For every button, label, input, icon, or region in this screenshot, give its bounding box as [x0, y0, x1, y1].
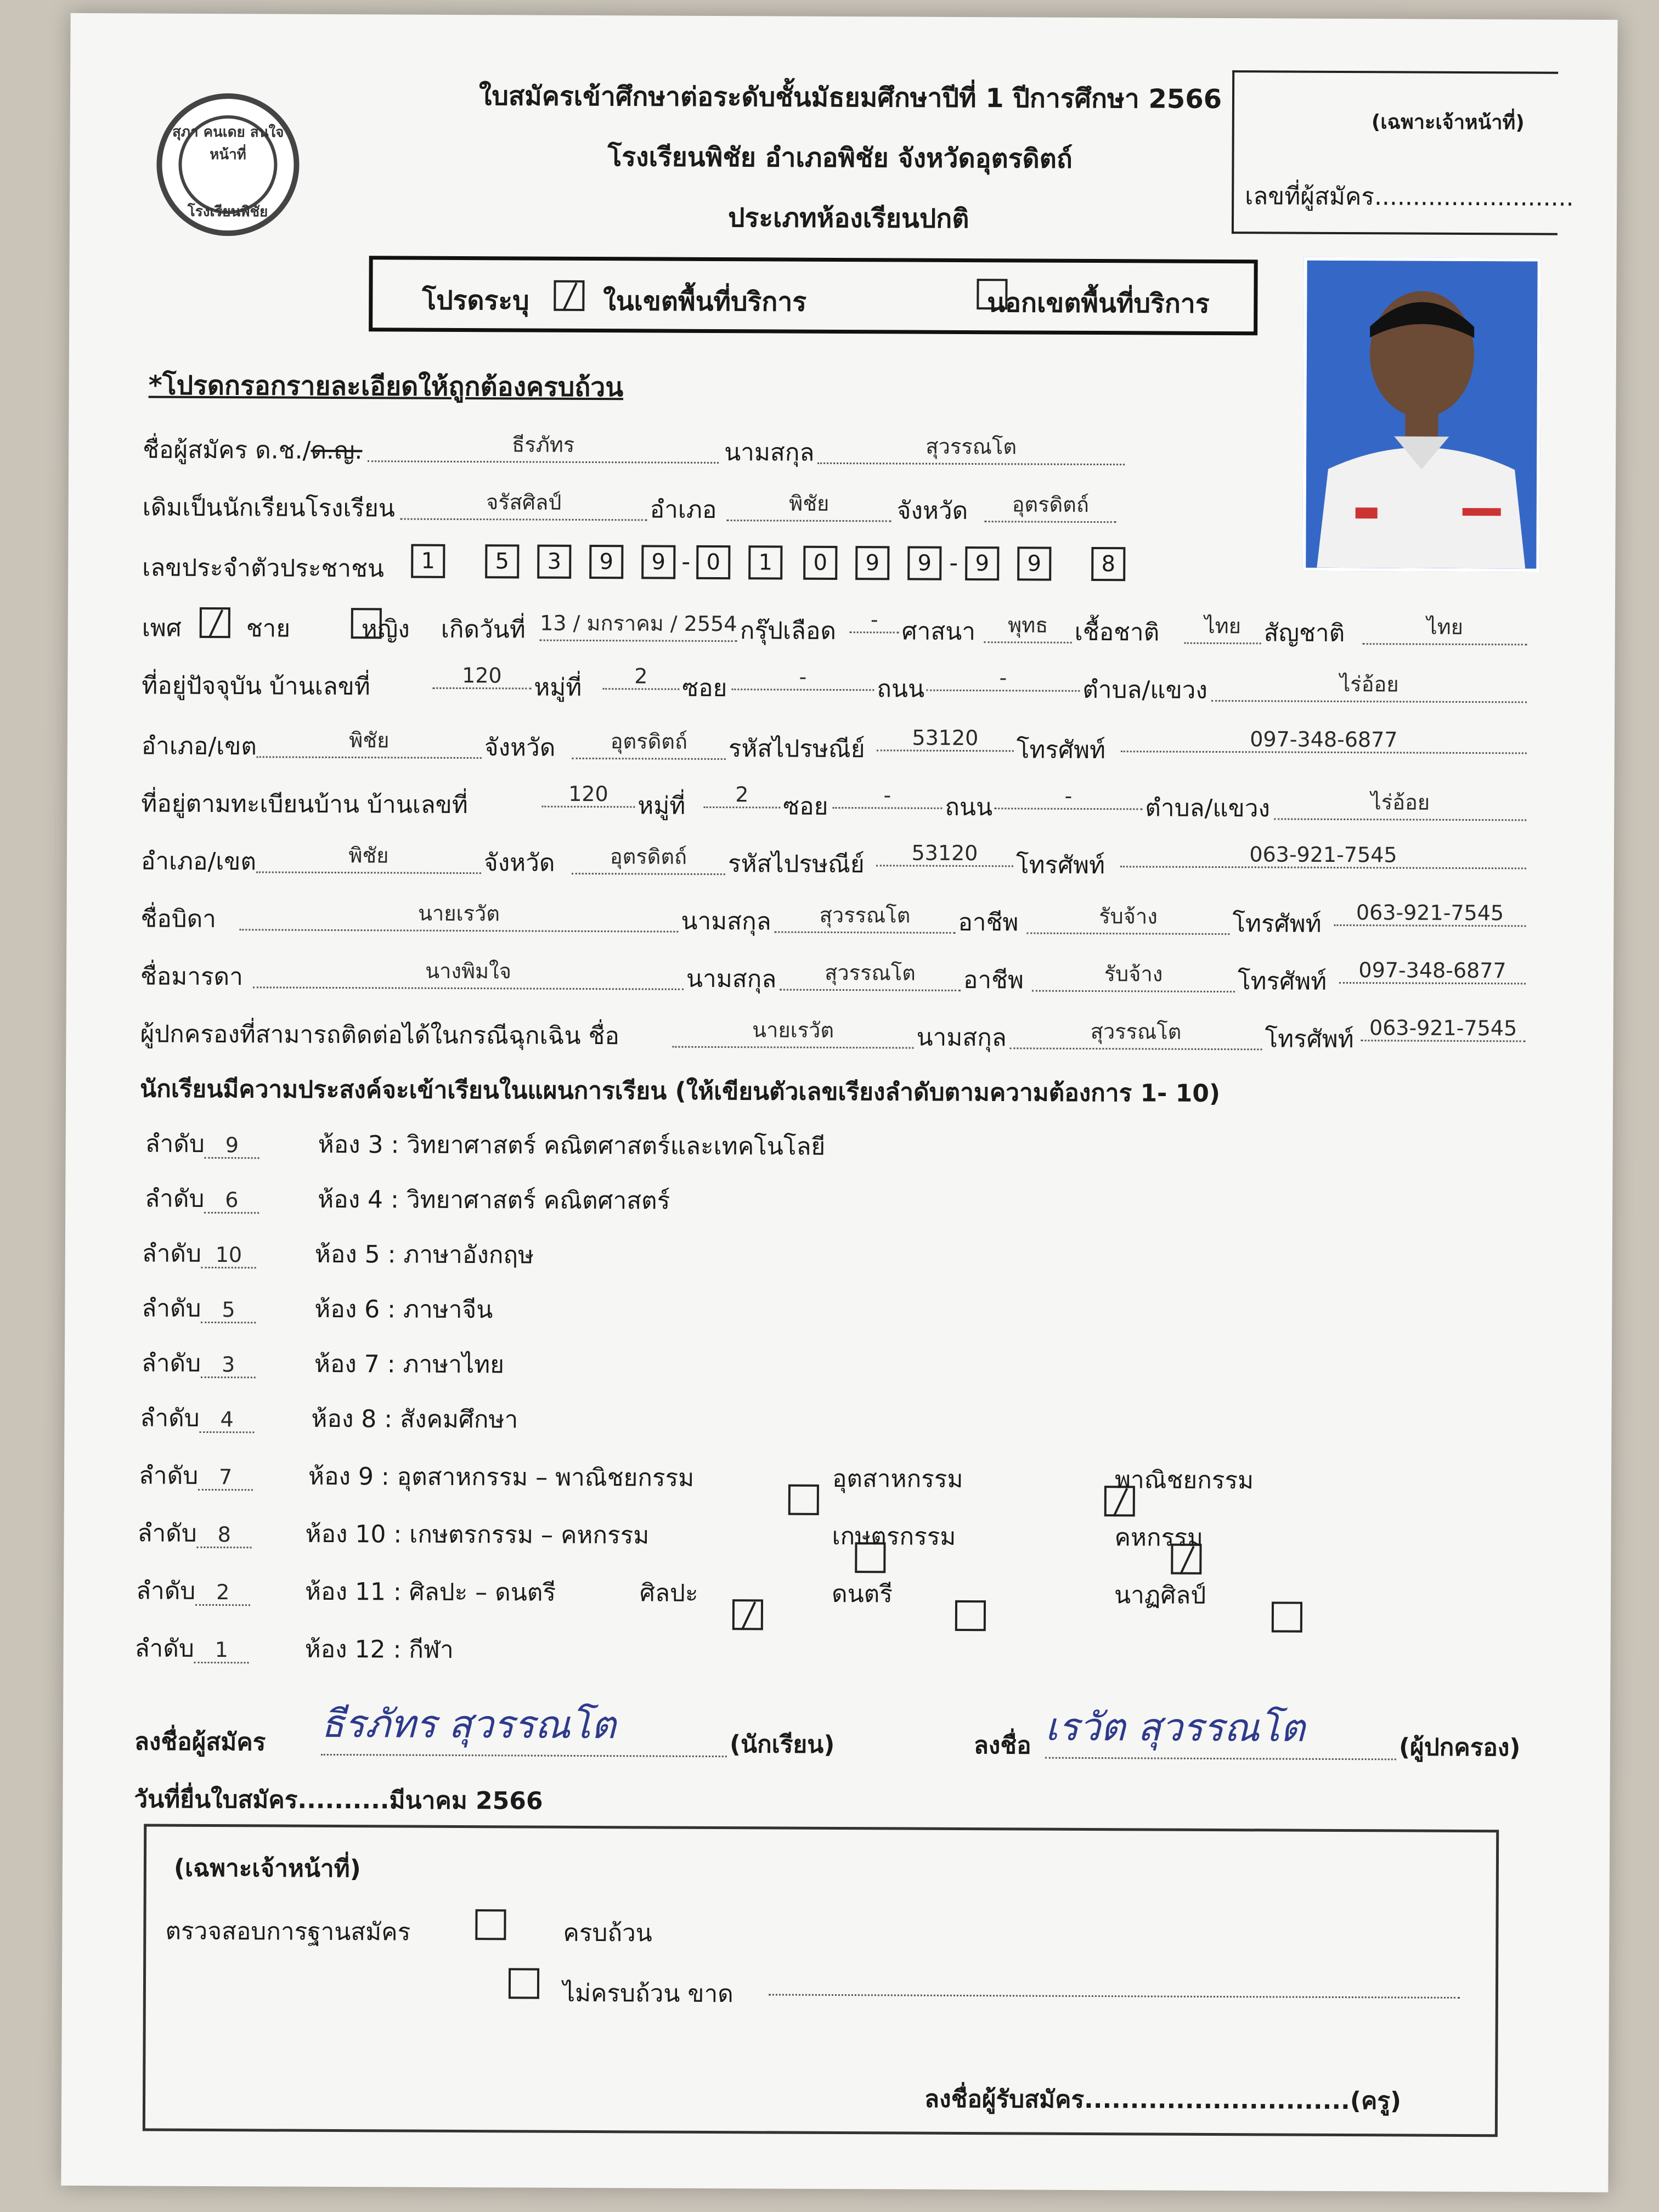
father-label: ชื่อบิดา	[140, 905, 217, 934]
guardian-phone-field[interactable]: 063-921-7545	[1361, 1015, 1525, 1042]
seal-text-bottom: โรงเรียนพิชัย	[187, 203, 268, 221]
mother-surname-field[interactable]: สุวรรณโต	[780, 956, 961, 991]
former-district-label: อำเภอ	[650, 495, 717, 524]
plan-row: ลำดับ 3	[142, 1344, 256, 1383]
current-address-label: ที่อยู่ปัจจุบัน บ้านเลขที่	[142, 672, 370, 701]
plan-order-field[interactable]: 5	[201, 1297, 256, 1323]
blood-field[interactable]: -	[850, 607, 899, 633]
mother-phone-field[interactable]: 097-348-6877	[1339, 958, 1526, 984]
id-card-label: เลขประจำตัวประชาชน	[142, 554, 385, 583]
reg-road-field[interactable]: -	[994, 783, 1142, 810]
blood-label: กรุ๊ปเลือด	[740, 617, 837, 645]
plan-row: ลำดับ 7	[139, 1456, 253, 1495]
reg-house-field[interactable]: 120	[541, 782, 635, 808]
mother-phone-label: โทรศัพท์	[1237, 967, 1327, 996]
plan-row: ลำดับ 8	[137, 1514, 251, 1553]
guardian-phone-label: โทรศัพท์	[1265, 1025, 1354, 1054]
industry-checkbox[interactable]	[788, 1485, 819, 1515]
reg-postcode-field[interactable]: 53120	[876, 840, 1013, 867]
cur-subdistrict-field[interactable]: ไร่อ้อย	[1211, 667, 1527, 703]
guardian-surname-field[interactable]: สุวรรณโต	[1009, 1014, 1262, 1050]
cur-phone-field[interactable]: 097-348-6877	[1121, 726, 1527, 754]
cur-postcode-field[interactable]: 53120	[877, 725, 1014, 752]
mother-label: ชื่อมารดา	[140, 962, 244, 991]
receiver-signature-label: ลงชื่อผู้รับสมัคร.............................(ครู)	[924, 2085, 1402, 2115]
in-area-checkbox[interactable]	[554, 280, 584, 311]
guardian-surname-label: นามสกุล	[916, 1023, 1007, 1052]
plan-room-label: ห้อง 4 : วิทยาศาสตร์ คณิตศาสตร์	[318, 1185, 670, 1215]
school-name: โรงเรียนพิชัย อำเภอพิชัย จังหวัดอุตรดิตถ์	[607, 142, 1073, 174]
plan-room-label: ห้อง 11 : ศิลปะ – ดนตรี	[304, 1577, 556, 1607]
staff-title: (เฉพาะเจ้าหน้าที่)	[173, 1854, 361, 1883]
applicant-no-label: เลขที่ผู้สมัคร..........................	[1245, 182, 1574, 212]
guardian-label: ผู้ปกครองที่สามารถติดต่อได้ในกรณีฉุกเฉิน ชื่อ	[140, 1020, 620, 1051]
applicant-signature: ธีรภัทร สุวรรณโต	[321, 1693, 727, 1757]
former-province-label: จังหวัด	[896, 496, 968, 526]
mother-name-field[interactable]: นางพิมใจ	[253, 953, 684, 990]
plan-room-label: ห้อง 12 : กีฬา	[304, 1635, 454, 1664]
id-digit[interactable]: 5	[485, 544, 519, 578]
service-area-box	[369, 256, 1258, 335]
id-digit[interactable]: 9	[907, 546, 941, 580]
id-digit[interactable]: 0	[803, 546, 837, 580]
applicant-surname-field[interactable]: สุวรรณโต	[817, 429, 1125, 465]
nationality-field[interactable]: ไทย	[1363, 610, 1527, 645]
male-checkbox[interactable]	[200, 607, 230, 638]
plan-row: ลำดับ 6	[145, 1179, 259, 1218]
birth-date-field[interactable]: 13 / มกราคม / 2554	[540, 606, 737, 642]
plan-row: ลำดับ 4	[140, 1398, 254, 1437]
cur-phone-label: โทรศัพท์	[1016, 736, 1106, 765]
cur-road-field[interactable]: -	[926, 665, 1080, 692]
plan-room-label: ห้อง 7 : ภาษาไทย	[314, 1350, 505, 1379]
plan-room-label: ห้อง 5 : ภาษาอังกฤษ	[314, 1240, 534, 1269]
cur-moo-label: หมู่ที่	[534, 673, 582, 702]
school-seal-logo	[156, 93, 300, 236]
student-role-label: (นักเรียน)	[729, 1730, 835, 1759]
plan-order-field[interactable]: 1	[194, 1638, 249, 1663]
plan-order-field[interactable]: 4	[200, 1407, 255, 1433]
music-checkbox[interactable]	[955, 1600, 986, 1631]
art-label: ศิลปะ	[639, 1579, 698, 1607]
id-digit[interactable]: 9	[965, 546, 999, 580]
religion-field[interactable]: พุทธ	[984, 608, 1072, 644]
seal-text-top: สุภา คนเดย สนใจหน้าที่	[172, 123, 284, 163]
plan-order-field[interactable]: 8	[197, 1522, 252, 1548]
reg-phone-field[interactable]: 063-921-7545	[1120, 842, 1526, 869]
industry-label: อุตสาหกรรม	[832, 1464, 963, 1493]
plan-room-label: ห้อง 6 : ภาษาจีน	[314, 1295, 493, 1324]
cur-road-label: ถนน	[877, 675, 925, 703]
in-area-label: ในเขตพื้นที่บริการ	[603, 286, 807, 318]
home-economics-label: คหกรรม	[1114, 1523, 1204, 1552]
cur-house-field[interactable]: 120	[432, 663, 531, 690]
sex-label: เพศ	[142, 614, 182, 642]
cur-province-label: จังหวัด	[484, 733, 556, 762]
plan-row: ลำดับ 2	[136, 1571, 250, 1610]
cur-province-field[interactable]: อุตรดิตถ์	[572, 724, 726, 760]
father-surname-label: นามสกุล	[681, 907, 771, 936]
guardian-signature-label: ลงชื่อ	[973, 1731, 1031, 1760]
reg-phone-label: โทรศัพท์	[1015, 851, 1105, 880]
father-job-field[interactable]: รับจ้าง	[1026, 899, 1229, 935]
id-digit[interactable]: 1	[411, 544, 445, 578]
surname-label: นามสกุล	[724, 438, 815, 467]
mother-job-label: อาชีพ	[963, 966, 1024, 995]
staff-section	[143, 1824, 1499, 2137]
class-type: ประเภทห้องเรียนปกติ	[727, 202, 969, 235]
plan-heading: นักเรียนมีความประสงค์จะเข้าเรียนในแผนการเรียน (ให้เขียนตัวเลขเรียงลำดับตามความต้องการ 1- 10)	[139, 1075, 1221, 1108]
id-digit[interactable]: 0	[696, 545, 730, 579]
id-digit[interactable]: 9	[855, 546, 889, 580]
reg-soi-label: ซอย	[783, 792, 828, 821]
id-digit[interactable]: 1	[748, 545, 782, 579]
father-surname-field[interactable]: สุวรรณโต	[774, 898, 955, 933]
music-label: ดนตรี	[831, 1579, 893, 1609]
guardian-name-field[interactable]: นายเรวัต	[672, 1013, 913, 1049]
plan-row: ลำดับ 5	[142, 1289, 256, 1328]
mother-surname-label: นามสกุล	[686, 964, 777, 994]
father-phone-field[interactable]: 063-921-7545	[1334, 900, 1526, 927]
father-job-label: อาชีพ	[958, 908, 1019, 937]
agriculture-label: เกษตรกรรม	[832, 1522, 956, 1551]
female-label: หญิง	[361, 615, 410, 644]
missing-items-field[interactable]	[769, 1994, 1460, 1998]
plan-room-label: ห้อง 9 : อุตสาหกรรม – พาณิชยกรรม	[308, 1462, 695, 1492]
guardian-role-label: (ผู้ปกครอง)	[1398, 1733, 1521, 1762]
plan-order-field[interactable]: 6	[204, 1188, 259, 1214]
plan-room-label: ห้อง 10 : เกษตรกรรม – คหกรรม	[305, 1520, 650, 1550]
plan-order-field[interactable]: 9	[205, 1133, 259, 1159]
cur-postcode-label: รหัสไปรษณีย์	[728, 735, 865, 764]
father-name-field[interactable]: นายเรวัต	[239, 895, 678, 932]
art-checkbox[interactable]	[732, 1599, 763, 1630]
applicant-signature-label: ลงชื่อผู้สมัคร	[134, 1728, 266, 1757]
id-digit[interactable]: 3	[537, 545, 571, 579]
plan-row: ลำดับ 1	[134, 1629, 249, 1668]
id-digit[interactable]: 9	[1017, 546, 1051, 580]
commerce-label: พาณิชยกรรม	[1114, 1466, 1254, 1495]
reg-postcode-label: รหัสไปรษณีย์	[727, 850, 865, 879]
area-prompt: โปรดระบุ	[422, 285, 529, 317]
former-school-label: เดิมเป็นนักเรียนโรงเรียน	[142, 493, 396, 523]
former-school-field[interactable]: จรัสศิลป์	[400, 484, 647, 521]
applicant-photo	[1302, 257, 1541, 572]
staff-applicant-no-box	[1232, 70, 1574, 235]
dance-label: นาฏศิลป์	[1114, 1581, 1206, 1610]
complete-checkbox[interactable]	[475, 1909, 506, 1940]
id-card-digits: 1 5 3 9 9 - 0 1 0 9 9 - 9 9 8	[71, 13, 1618, 20]
document-check-label: ตรวจสอบการฐานสมัคร	[165, 1917, 411, 1946]
incomplete-label: ไม่ครบถ้วน ขาด	[562, 1979, 733, 2008]
race-field[interactable]: ไทย	[1184, 609, 1261, 645]
id-digit[interactable]: 9	[589, 545, 623, 579]
plan-row: ลำดับ 9	[145, 1124, 259, 1163]
race-label: เชื้อชาติ	[1074, 618, 1160, 647]
reg-soi-field[interactable]: -	[832, 783, 942, 809]
guardian-signature: เรวัต สุวรรณโต	[1045, 1696, 1396, 1760]
male-label: ชาย	[246, 614, 291, 643]
out-area-label: นอกเขตพื้นที่บริการ	[987, 287, 1210, 319]
incomplete-checkbox[interactable]	[509, 1968, 539, 1999]
plan-row: ลำดับ 10	[142, 1234, 256, 1273]
nationality-label: สัญชาติ	[1263, 619, 1345, 648]
plan-room-label: ห้อง 3 : วิทยาศาสตร์ คณิตศาสตร์และเทคโนโลยี	[318, 1130, 826, 1161]
former-province-field[interactable]: อุตรดิตถ์	[985, 487, 1116, 523]
father-phone-label: โทรศัพท์	[1232, 910, 1322, 938]
reg-moo-field[interactable]: 2	[703, 782, 780, 809]
plan-order-field[interactable]: 10	[201, 1243, 256, 1268]
reg-subdistrict-label: ตำบล/แขวง	[1145, 794, 1271, 823]
submission-date: วันที่ยื่นใบสมัคร..........มีนาคม 2566	[134, 1785, 543, 1815]
cur-district-field[interactable]: พิชัย	[257, 723, 482, 759]
reg-moo-label: หมู่ที่	[637, 792, 686, 820]
cur-subdistrict-label: ตำบล/แขวง	[1082, 675, 1208, 704]
birth-label: เกิดวันที่	[441, 615, 526, 644]
plan-order-field[interactable]: 3	[201, 1352, 256, 1378]
reg-province-field[interactable]: อุตรดิตถ์	[572, 839, 725, 875]
cur-soi-field[interactable]: -	[731, 664, 874, 691]
reg-road-label: ถนน	[945, 793, 993, 822]
complete-label: ครบถ้วน	[563, 1918, 652, 1948]
mother-job-field[interactable]: รับจ้าง	[1032, 957, 1235, 993]
cur-moo-field[interactable]: 2	[602, 664, 679, 690]
plan-room-label: ห้อง 8 : สังคมศึกษา	[311, 1404, 518, 1434]
student-portrait-image	[1306, 261, 1537, 569]
reg-district-field[interactable]: พิชัย	[256, 838, 481, 874]
former-district-field[interactable]: พิชัย	[727, 486, 891, 522]
id-digit[interactable]: 8	[1091, 547, 1125, 581]
name-label: ชื่อผู้สมัคร ด.ช./ด.ญ.	[143, 436, 363, 465]
cur-soi-label: ซอย	[682, 674, 727, 703]
dance-checkbox[interactable]	[1271, 1601, 1302, 1632]
staff-only-label: (เฉพาะเจ้าหน้าที่)	[1371, 111, 1525, 134]
plan-order-field[interactable]: 2	[195, 1580, 250, 1606]
reg-address-label: ที่อยู่ตามทะเบียนบ้าน บ้านเลขที่	[141, 789, 468, 820]
instruction-text: *โปรดกรอกรายละเอียดให้ถูกต้องครบถ้วน	[148, 370, 624, 403]
applicant-name-field[interactable]: ธีรภัทร	[368, 427, 719, 464]
religion-label: ศาสนา	[901, 617, 976, 646]
form-title: ใบสมัครเข้าศึกษาต่อระดับชั้นมัธยมศึกษาปีที่ 1 ปีการศึกษา 2566	[478, 81, 1222, 115]
cur-district-label: อำเภอ/เขต	[141, 732, 257, 761]
id-digit[interactable]: 9	[641, 545, 675, 579]
application-form	[61, 13, 1617, 2192]
reg-district-label: อำเภอ/เขต	[140, 847, 257, 876]
reg-subdistrict-field[interactable]: ไร่อ้อย	[1274, 785, 1526, 821]
plan-order-field[interactable]: 7	[198, 1465, 253, 1491]
reg-province-label: จังหวัด	[483, 849, 555, 877]
